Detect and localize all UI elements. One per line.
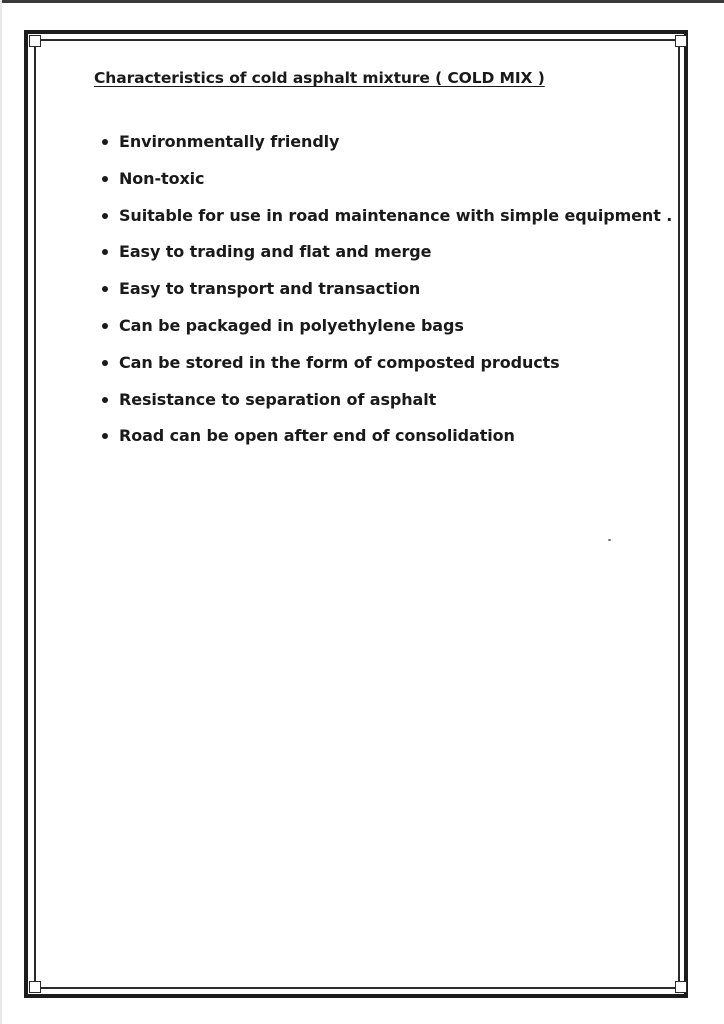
scan-speck bbox=[608, 539, 611, 541]
list-item-text: Easy to transport and transaction bbox=[119, 279, 421, 299]
characteristics-list bbox=[100, 131, 672, 462]
border-corner-ornament bbox=[29, 981, 41, 993]
list-item-text: Can be packaged in polyethylene bags bbox=[119, 315, 464, 335]
bullet-icon bbox=[102, 397, 108, 403]
bullet-icon bbox=[102, 249, 108, 255]
list-item-text: Resistance to separation of asphalt bbox=[119, 389, 437, 409]
border-corner-ornament bbox=[675, 981, 687, 993]
list-item bbox=[100, 425, 672, 462]
bullet-icon bbox=[102, 360, 108, 366]
list-item bbox=[100, 278, 672, 315]
list-item bbox=[100, 205, 672, 242]
bullet-icon bbox=[102, 286, 108, 292]
list-item bbox=[100, 241, 672, 278]
scan-top-edge bbox=[0, 0, 724, 3]
list-item bbox=[100, 389, 672, 426]
list-item bbox=[100, 168, 672, 205]
list-item-text: Easy to trading and flat and merge bbox=[119, 242, 432, 262]
bullet-icon bbox=[102, 213, 108, 219]
list-item-text: Environmentally friendly bbox=[119, 132, 340, 151]
scan-left-edge bbox=[0, 0, 2, 1024]
list-item bbox=[100, 315, 672, 352]
border-corner-ornament bbox=[675, 35, 687, 47]
list-item bbox=[100, 352, 672, 389]
bullet-icon bbox=[102, 176, 108, 182]
bullet-icon bbox=[102, 433, 108, 439]
bullet-icon bbox=[102, 323, 108, 329]
border-corner-ornament bbox=[29, 35, 41, 47]
list-item-text: Road can be open after end of consolidation bbox=[119, 426, 515, 446]
list-item-text: Can be stored in the form of composted products bbox=[119, 352, 560, 372]
list-item-text: Suitable for use in road maintenance with simple equipment . bbox=[119, 205, 673, 225]
bullet-icon bbox=[102, 139, 108, 145]
page-title: Characteristics of cold asphalt mixture ( COLD MIX ) bbox=[94, 69, 545, 87]
list-item bbox=[100, 131, 672, 168]
list-item-text: Non-toxic bbox=[119, 168, 205, 188]
